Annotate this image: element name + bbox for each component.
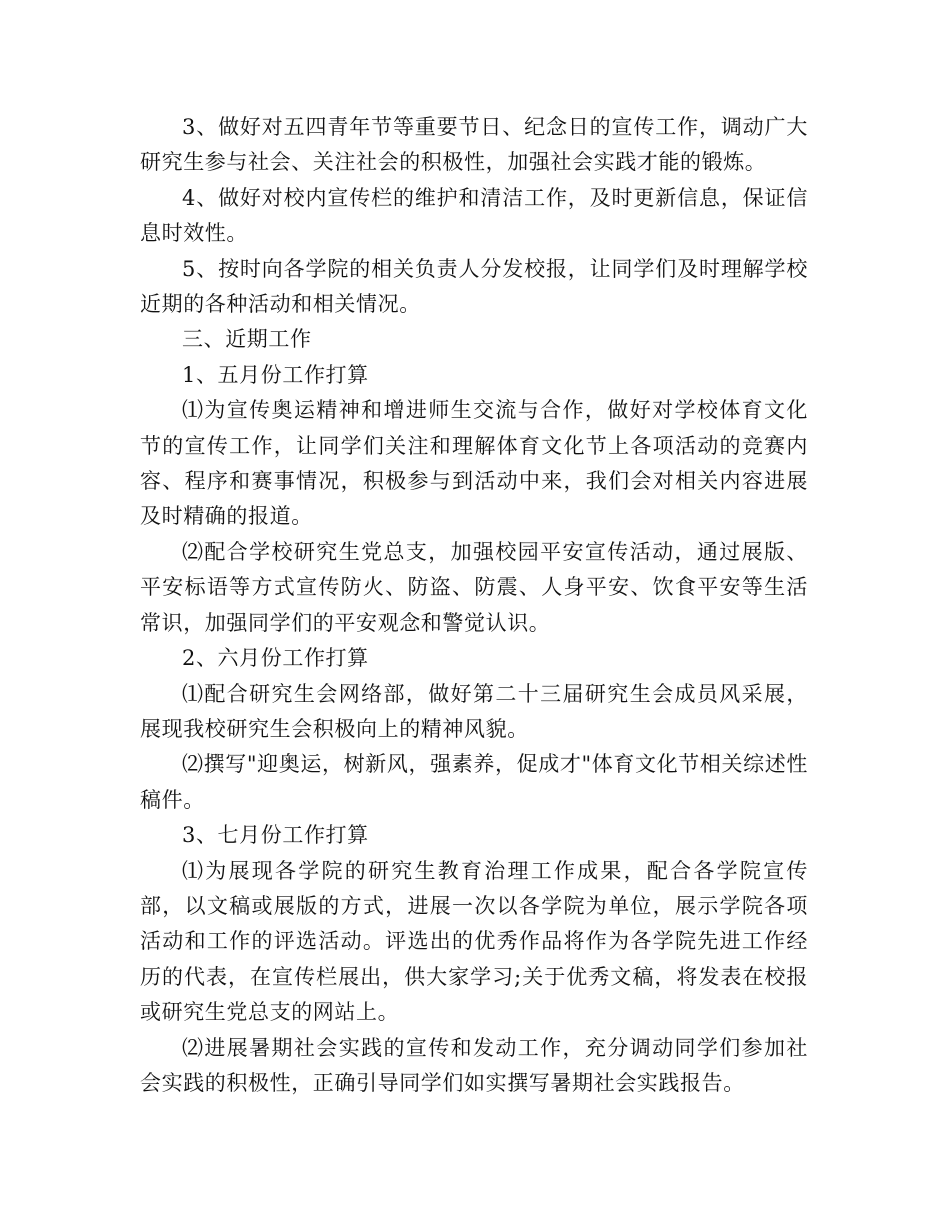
section-heading-recent-work: 三、近期工作 — [182, 327, 312, 352]
paragraph-may-1: ⑴为宣传奥运精神和增进师生交流与合作，做好对学校体育文化节的宣传工作，让同学们关注和理解体育文化节上各项活动的竞赛内容、程序和赛事情况，积极参与到活动中来，我们会对相关内容进展及时精确的报道。 — [140, 398, 808, 529]
subheading-july-plan: 3、七月份工作打算 — [182, 823, 369, 848]
paragraph-item-5: 5、按时向各学院的相关负责人分发校报，让同学们及时理解学校近期的各种活动和相关情况。 — [140, 256, 808, 317]
paragraph-july-2: ⑵进展暑期社会实践的宣传和发动工作，充分调动同学们参加社会实践的积极性，正确引导同学们如实撰写暑期社会实践报告。 — [140, 1035, 808, 1095]
paragraph-may-2: ⑵配合学校研究生党总支，加强校园平安宣传活动，通过展版、平安标语等方式宣传防火、防盗、防震、人身平安、饮食平安等生活常识，加强同学们的平安观念和警觉认识。 — [140, 539, 808, 635]
subheading-may-plan: 1、五月份工作打算 — [182, 362, 369, 387]
paragraph-item-4: 4、做好对校内宣传栏的维护和清洁工作，及时更新信息，保证信息时效性。 — [140, 185, 808, 246]
paragraph-june-1: ⑴配合研究生会网络部，做好第二十三届研究生会成员风采展，展现我校研究生会积极向上的精神风貌。 — [140, 681, 808, 741]
paragraph-july-1: ⑴为展现各学院的研究生教育治理工作成果，配合各学院宣传部，以文稿或展版的方式，进展一次以各学院为单位，展示学院各项活动和工作的评选活动。评选出的优秀作品将作为各学院先进工作经历的代表，在宣传栏展出，供大家学习;关于优秀文稿，将发表在校报或研究生党总支的网站上。 — [140, 858, 808, 1025]
document-body — [140, 110, 808, 1101]
subheading-june-plan: 2、六月份工作打算 — [182, 646, 369, 671]
paragraph-item-3: 3、做好对五四青年节等重要节日、纪念日的宣传工作，调动广大研究生参与社会、关注社会的积极性，加强社会实践才能的锻炼。 — [140, 115, 808, 175]
paragraph-june-2: ⑵撰写"迎奥运，树新风，强素养，促成才"体育文化节相关综述性稿件。 — [140, 752, 808, 812]
